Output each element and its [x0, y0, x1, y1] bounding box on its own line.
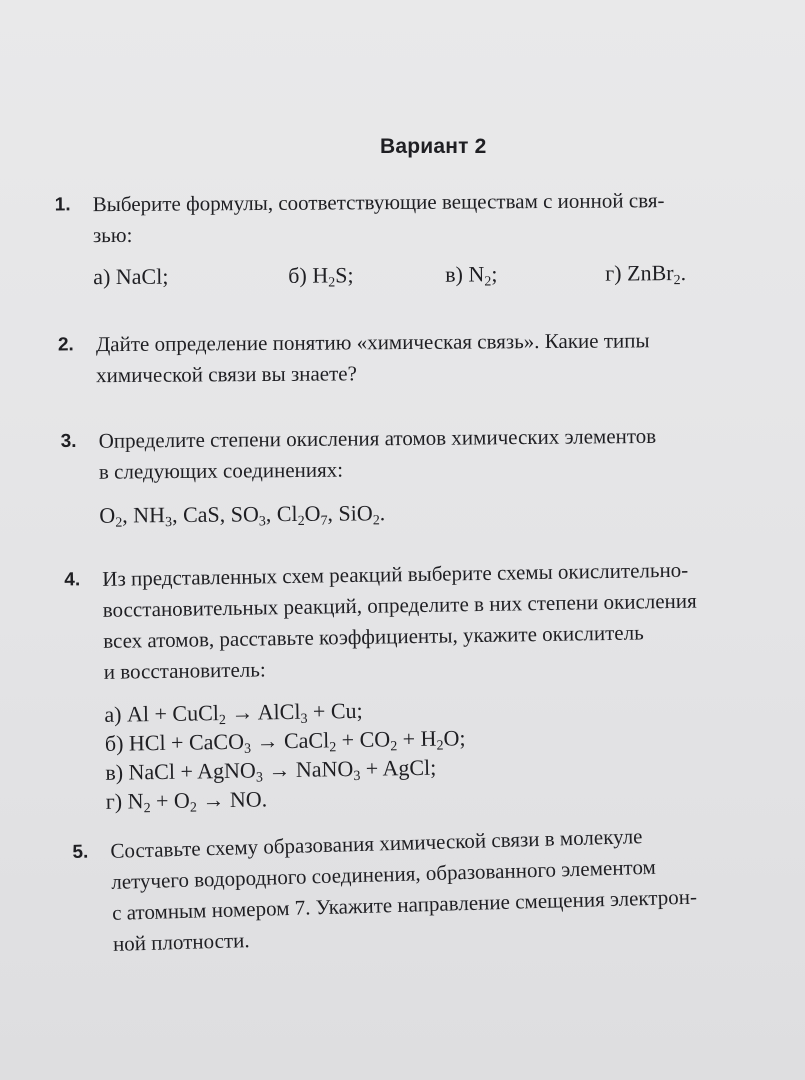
task-number: 2.: [57, 334, 74, 356]
task-text-line: Дайте определение понятию «химическая связь». Какие типы: [95, 328, 650, 357]
variant-title: Вариант 2: [380, 135, 487, 158]
task-text-line: ной плотности.: [112, 928, 250, 956]
task-2: [58, 325, 758, 392]
reaction-a: а) Al + CuCl$_2$ → AlCl$_3$ + Cu;: [104, 697, 363, 729]
task-text-line: химической связи вы знаете?: [96, 361, 357, 388]
task-text-line: Из представленных схем реакций выберите схемы окислительно-: [102, 557, 689, 591]
reaction-v: в) NaCl + AgNO$_3$ → NaNO$_3$ + AgCl;: [105, 754, 437, 786]
compound-list: $O_2$, $NH_3$, CaS, $SO_3$, $Cl_2O_7$, SiO$_2$.: [99, 500, 386, 531]
task-number: 4.: [64, 569, 81, 591]
task-text-line: восстановительных реакций, определите в них степени окисления: [102, 588, 697, 622]
reaction-list: [104, 690, 768, 816]
task-text-line: Выберите формулы, соответствующие веществам с ионной свя-: [92, 188, 665, 217]
option-b: б) $H_2S$;: [288, 262, 354, 291]
task-text-line: Составьте схему образования химической связи в молекуле: [110, 824, 643, 863]
task-1: [55, 185, 756, 296]
option-g: г) ZnBr$_2$.: [605, 260, 687, 289]
reaction-g: г) $N_2 + O_2$ → NO.: [105, 786, 268, 817]
task-number: 1.: [54, 194, 71, 216]
reaction-b: б) HCl + CaCO$_3$ → CaCl$_2$ + $CO_2 + H_2O$;: [104, 725, 466, 757]
task-text-line: с атомным номером 7. Укажите направление смещения электрон-: [111, 884, 698, 925]
option-a: а) NaCl;: [93, 263, 169, 290]
task-text-line: зью:: [92, 222, 133, 248]
task-4: [64, 554, 768, 817]
task-text-line: Определите степени окисления атомов химических элементов: [98, 423, 657, 453]
task-text-line: летучего водородного соединения, образованного элементом: [110, 854, 657, 894]
task-text-line: в следующих соединениях:: [98, 457, 344, 484]
option-v: в) $N_2$;: [445, 261, 498, 290]
task-number: 3.: [60, 430, 77, 453]
task-number: 5.: [72, 841, 89, 863]
answer-options: [93, 257, 755, 296]
task-text-line: всех атомов, расставьте коэффициенты, укажите окислитель: [103, 620, 644, 653]
task-5: [72, 817, 775, 960]
task-3: [61, 420, 762, 531]
task-text-line: и восстановитель:: [103, 657, 266, 684]
